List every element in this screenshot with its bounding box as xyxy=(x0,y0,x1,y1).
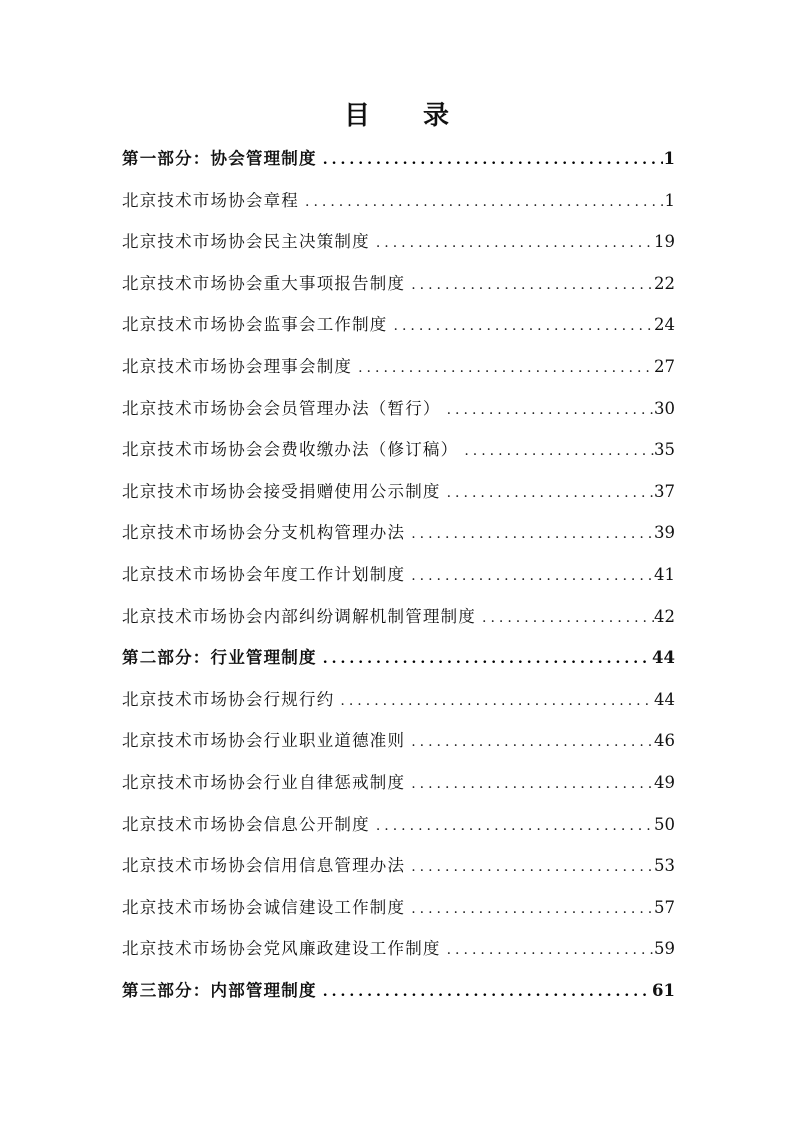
toc-page-number: 22 xyxy=(654,273,675,293)
toc-entry[interactable] xyxy=(122,762,675,804)
toc-page-number: 30 xyxy=(654,398,675,418)
toc-page-number: 53 xyxy=(654,856,675,876)
toc-dot-leader xyxy=(370,223,654,263)
toc-entry-label: 北京技术市场协会诚信建设工作制度 xyxy=(122,897,406,917)
toc-page-number: 61 xyxy=(652,980,675,1000)
page-title: 目 录 xyxy=(343,101,472,131)
toc-entry-label: 北京技术市场协会理事会制度 xyxy=(122,356,353,376)
toc-entry[interactable] xyxy=(122,304,675,346)
toc-entry-label: 北京技术市场协会会费收缴办法（修订稿） xyxy=(122,440,459,460)
toc-dot-leader xyxy=(299,182,663,222)
toc-entry-label: 北京技术市场协会党风廉政建设工作制度 xyxy=(122,939,441,959)
toc-page-number: 49 xyxy=(654,772,675,792)
toc-dot-leader xyxy=(370,806,654,846)
toc-entry[interactable] xyxy=(122,596,675,638)
toc-entry[interactable] xyxy=(122,679,675,721)
toc-section-entry[interactable] xyxy=(122,970,675,1012)
toc-entry[interactable] xyxy=(122,928,675,970)
toc-entry[interactable] xyxy=(122,471,675,513)
toc-dot-leader xyxy=(405,722,654,762)
toc-entry-label: 北京技术市场协会内部纠纷调解机制管理制度 xyxy=(122,606,476,626)
toc-page-number: 57 xyxy=(654,897,675,917)
toc-page-number: 42 xyxy=(654,606,675,626)
toc-section-entry[interactable] xyxy=(122,637,675,679)
toc-entry[interactable] xyxy=(122,180,675,222)
toc-entry-label: 第一部分：协会管理制度 xyxy=(122,149,317,168)
toc-entry[interactable] xyxy=(122,554,675,596)
toc-dot-leader xyxy=(405,265,654,305)
toc-dot-leader xyxy=(441,930,654,970)
toc-entry-label: 北京技术市场协会行业自律惩戒制度 xyxy=(122,772,406,792)
toc-entry-label: 北京技术市场协会信用信息管理办法 xyxy=(122,856,406,876)
toc-entry[interactable] xyxy=(122,429,675,471)
toc-entry-label: 北京技术市场协会行业职业道德准则 xyxy=(122,731,406,751)
toc-page-number: 27 xyxy=(654,356,675,376)
toc-entry[interactable] xyxy=(122,887,675,929)
toc-entry[interactable] xyxy=(122,512,675,554)
toc-dot-leader xyxy=(405,847,654,887)
toc-entry-label: 北京技术市场协会民主决策制度 xyxy=(122,232,370,252)
toc-entry-label: 北京技术市场协会重大事项报告制度 xyxy=(122,273,406,293)
toc-entry-label: 北京技术市场协会章程 xyxy=(122,190,299,210)
toc-page-number: 19 xyxy=(654,232,675,252)
toc-dot-leader xyxy=(352,348,654,388)
toc-dot-leader xyxy=(334,681,654,721)
toc-dot-leader xyxy=(388,306,655,346)
toc-section-entry[interactable] xyxy=(122,138,675,180)
toc-dot-leader xyxy=(441,390,654,430)
toc-entry[interactable] xyxy=(122,346,675,388)
toc-entry-label: 第二部分：行业管理制度 xyxy=(122,648,317,668)
toc-page-number: 41 xyxy=(654,564,675,584)
toc-page-number: 44 xyxy=(652,648,675,668)
toc-entry[interactable] xyxy=(122,263,675,305)
toc-page-number: 24 xyxy=(654,315,675,335)
toc-page-number: 46 xyxy=(654,731,675,751)
toc-dot-leader xyxy=(405,556,654,596)
toc-page-number: 59 xyxy=(654,939,675,959)
toc-dot-leader xyxy=(476,598,654,638)
toc-entry[interactable] xyxy=(122,845,675,887)
toc-entry[interactable] xyxy=(122,388,675,430)
toc-dot-leader xyxy=(317,639,652,679)
toc-page-number: 35 xyxy=(654,440,675,460)
toc-entry[interactable] xyxy=(122,221,675,263)
toc-page-number: 50 xyxy=(654,814,675,834)
toc-entry-label: 北京技术市场协会分支机构管理办法 xyxy=(122,523,406,543)
toc-dot-leader xyxy=(405,764,654,804)
toc-entry-label: 北京技术市场协会信息公开制度 xyxy=(122,814,370,834)
toc-dot-leader xyxy=(317,972,652,1012)
toc-entry-label: 北京技术市场协会行规行约 xyxy=(122,689,335,709)
toc-page-number: 39 xyxy=(654,523,675,543)
toc-entry-label: 北京技术市场协会监事会工作制度 xyxy=(122,315,388,335)
toc-dot-leader xyxy=(405,889,654,929)
toc-dot-leader xyxy=(441,473,654,513)
toc-page-number: 44 xyxy=(654,689,675,709)
toc-entry[interactable] xyxy=(122,804,675,846)
toc-page-number: 37 xyxy=(654,481,675,501)
toc-dot-leader xyxy=(405,514,654,554)
toc-page-number: 1 xyxy=(663,149,675,168)
toc-dot-leader xyxy=(458,431,654,471)
toc-entry-label: 北京技术市场协会会员管理办法（暂行） xyxy=(122,398,441,418)
toc-page-number: 1 xyxy=(664,190,675,210)
toc-entry-label: 第三部分：内部管理制度 xyxy=(122,980,317,1000)
table-of-contents xyxy=(122,138,675,1011)
toc-entry-label: 北京技术市场协会年度工作计划制度 xyxy=(122,564,406,584)
toc-entry[interactable] xyxy=(122,720,675,762)
toc-dot-leader xyxy=(317,140,663,180)
toc-entry-label: 北京技术市场协会接受捐赠使用公示制度 xyxy=(122,481,441,501)
